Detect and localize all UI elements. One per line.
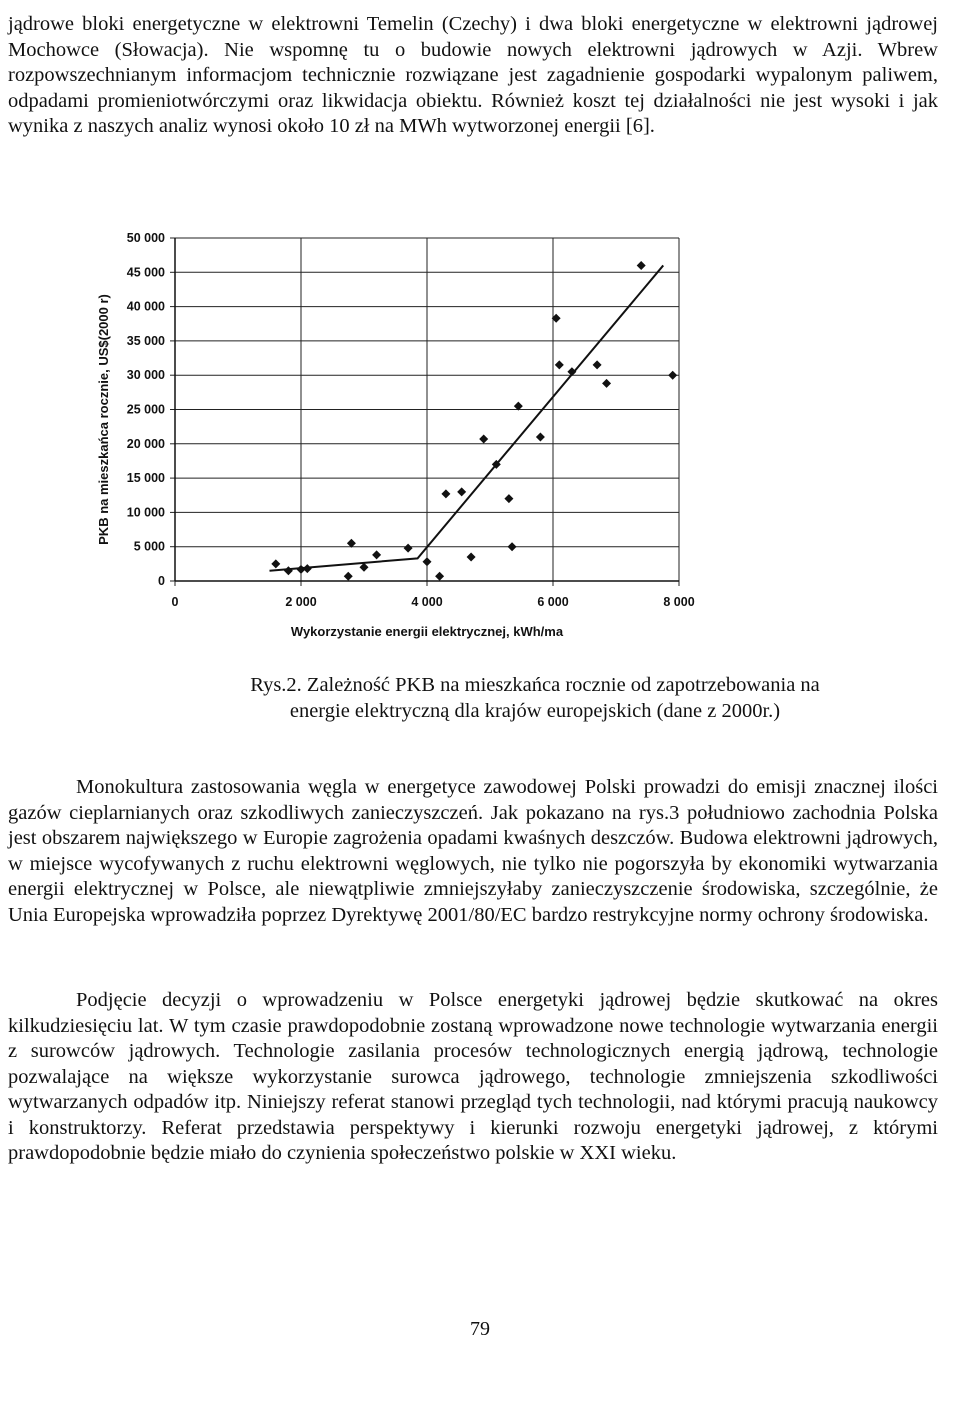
data-point bbox=[555, 360, 564, 369]
y-tick-label: 30 000 bbox=[126, 368, 165, 383]
x-tick-label: 8 000 bbox=[663, 595, 695, 609]
y-tick-label: 0 bbox=[158, 574, 165, 588]
y-tick-label: 40 000 bbox=[126, 299, 165, 314]
data-point bbox=[344, 572, 353, 581]
data-point bbox=[467, 552, 476, 561]
data-point bbox=[404, 544, 413, 553]
data-point bbox=[441, 489, 450, 498]
data-point bbox=[536, 432, 545, 441]
data-point bbox=[303, 564, 312, 573]
x-axis-title: Wykorzystanie energii elektrycznej, kWh/ma bbox=[290, 624, 564, 639]
data-point bbox=[637, 261, 646, 270]
y-tick-label: 35 000 bbox=[126, 333, 165, 348]
y-tick-label: 5 000 bbox=[133, 539, 165, 554]
data-point bbox=[457, 487, 466, 496]
scatter-chart bbox=[60, 220, 720, 650]
x-tick-label: 4 000 bbox=[411, 595, 443, 609]
data-point bbox=[602, 379, 611, 388]
y-tick-label: 45 000 bbox=[126, 265, 165, 280]
data-point bbox=[271, 559, 280, 568]
data-point bbox=[593, 360, 602, 369]
data-point bbox=[360, 563, 369, 572]
paragraph-decision: Podjęcie decyzji o wprowadzeniu w Polsce energetyki jądrowej będzie skutkować na okres kilkudziesięciu lat. W tym czasie prawdopodobnie zostaną wprowadzone nowe technologie wytwarzania energii z surowców jądrowych. Technologie zasilania procesów technologicznych energią jądrową, technologie pozwalające na większe wykorzystanie surowca jądrowego, technologie zmniejszenia szkodliwości wytwarzanych odpadów itp. Niniejszy referat stanowi przegląd tych technologii, nad którymi pracują naukowcy i konstruktorzy. Referat przedstawia perspektywy i kierunki rozwoju energetyki jądrowej, z którymi prawdopodobnie będzie miało do czynienia społeczeństwo polskie w XXI wieku. bbox=[8, 989, 938, 1164]
x-tick-label: 0 bbox=[171, 595, 179, 609]
x-tick-label: 2 000 bbox=[285, 595, 317, 609]
data-point bbox=[435, 572, 444, 581]
trend-line bbox=[270, 265, 664, 570]
data-point bbox=[479, 434, 488, 443]
data-point bbox=[372, 550, 381, 559]
data-point bbox=[504, 494, 513, 503]
y-tick-label: 20 000 bbox=[126, 436, 165, 451]
y-tick-label: 15 000 bbox=[126, 471, 165, 486]
data-point bbox=[284, 566, 293, 575]
x-tick-label: 6 000 bbox=[537, 595, 569, 609]
data-point bbox=[668, 371, 677, 380]
y-tick-label: 25 000 bbox=[126, 402, 165, 417]
y-tick-label: 50 000 bbox=[126, 231, 165, 245]
data-point bbox=[508, 542, 517, 551]
paragraph-intro: jądrowe bloki energetyczne w elektrowni Temelin (Czechy) i dwa bloki energetyczne w elektrowni jądrowej Mochowce (Słowacja). Nie wspomnę tu o budowie nowych elektrowni jądrowych w Azji. Wbrew rozpowszechnianym informacjom technicznie rozwiązane jest zagadnienie gospodarki wypalonym paliwem, odpadami promieniotwórczymi oraz likwidacja obiektu. Również koszt tej działalności nie jest wysoki i jak wynika z naszych analiz wynosi około 10 zł na MWh wytworzonej energii [6]. bbox=[8, 13, 938, 137]
data-point bbox=[423, 557, 432, 566]
paragraph-monoculture: Monokultura zastosowania węgla w energetyce zawodowej Polski prowadzi do emisji znacznej ilości gazów cieplarnianych oraz szkodliwych zanieczyszczeń. Jak pokazano na rys.3 południowo zachodnia Polska jest obszarem największego w Europie zagrożenia opadami kwaśnych deszczów. Budowa elektrowni jądrowych, w miejsce wycofywanych z ruchu elektrowni węglowych, nie tylko nie pogorszyła by ekonomiki wytwarzania energii elektrycznej w Polsce, ale niewątpliwie zmniejszyłaby zanieczyszczenie środowiska, szczególnie, że Unia Europejska wprowadziła poprzez Dyrektywę 2001/80/EC bardzo restrykcyjne normy ochrony środowiska. bbox=[8, 776, 938, 926]
figure-caption: Rys.2. Zależność PKB na mieszkańca rocznie od zapotrzebowania na energie elektryczną dla krajów europejskich (dane z 2000r.) bbox=[250, 674, 820, 722]
y-axis-title: PKB na mieszkańca rocznie, US$(2000 r) bbox=[96, 294, 111, 545]
page-number: 79 bbox=[470, 1318, 490, 1340]
y-tick-label: 10 000 bbox=[126, 505, 165, 520]
